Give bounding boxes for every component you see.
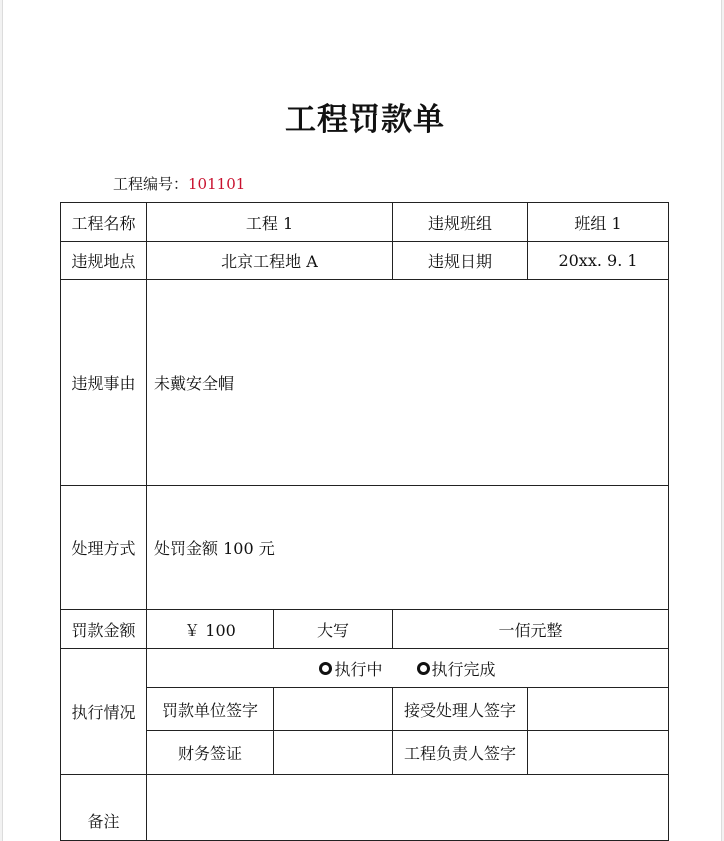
document-title: 工程罚款单 [285,102,445,138]
violation-team-label: 违规班组 [393,203,528,242]
finance-signature-field[interactable] [274,731,393,775]
table-row [61,731,669,775]
penalty-unit-signature-field[interactable] [274,688,393,731]
violation-reason-value: 未戴安全帽 [147,280,669,486]
project-name-value: 工程 1 [147,203,393,242]
violation-team-value: 班组 1 [528,203,669,242]
table-row [61,775,669,841]
radio-option-label: 执行中 [334,659,383,679]
table-row [61,610,669,649]
project-number [113,173,245,194]
capital-amount-value: 一佰元整 [393,610,669,649]
penalty-form-table [60,202,669,841]
table-row [61,688,669,731]
notes-label: 备注 [61,775,147,841]
penalty-unit-signature-label: 罚款单位签字 [147,688,274,731]
radio-option-label: 执行完成 [431,659,496,679]
manager-signature-field[interactable] [528,731,669,775]
execution-status-label: 执行情况 [61,649,147,775]
table-row [61,280,669,486]
project-number-value: 101101 [188,175,246,193]
violation-location-label: 违规地点 [61,242,147,280]
violation-location-value: 北京工程地 A [147,242,393,280]
table-row [61,486,669,610]
violation-reason-label: 违规事由 [61,280,147,486]
radio-circle-icon [319,662,332,675]
fine-amount-label: 罚款金额 [61,610,147,649]
notes-field[interactable] [147,775,669,841]
radio-option-in-progress[interactable] [319,657,382,680]
execution-options [147,649,669,688]
fine-amount-value: ￥ 100 [147,610,274,649]
violation-date-label: 违规日期 [393,242,528,280]
recipient-signature-field[interactable] [528,688,669,731]
table-row [61,203,669,242]
project-name-label: 工程名称 [61,203,147,242]
table-row [61,649,669,688]
handling-method-label: 处理方式 [61,486,147,610]
radio-option-completed[interactable] [417,657,496,680]
finance-signature-label: 财务签证 [147,731,274,775]
manager-signature-label: 工程负责人签字 [393,731,528,775]
capital-amount-label: 大写 [274,610,393,649]
handling-method-value: 处罚金额 100 元 [147,486,669,610]
document-page [2,0,722,841]
radio-circle-icon [417,662,430,675]
table-row [61,242,669,280]
violation-date-value: 20xx. 9. 1 [528,242,669,280]
recipient-signature-label: 接受处理人签字 [393,688,528,731]
project-number-label: 工程编号： [113,175,189,193]
